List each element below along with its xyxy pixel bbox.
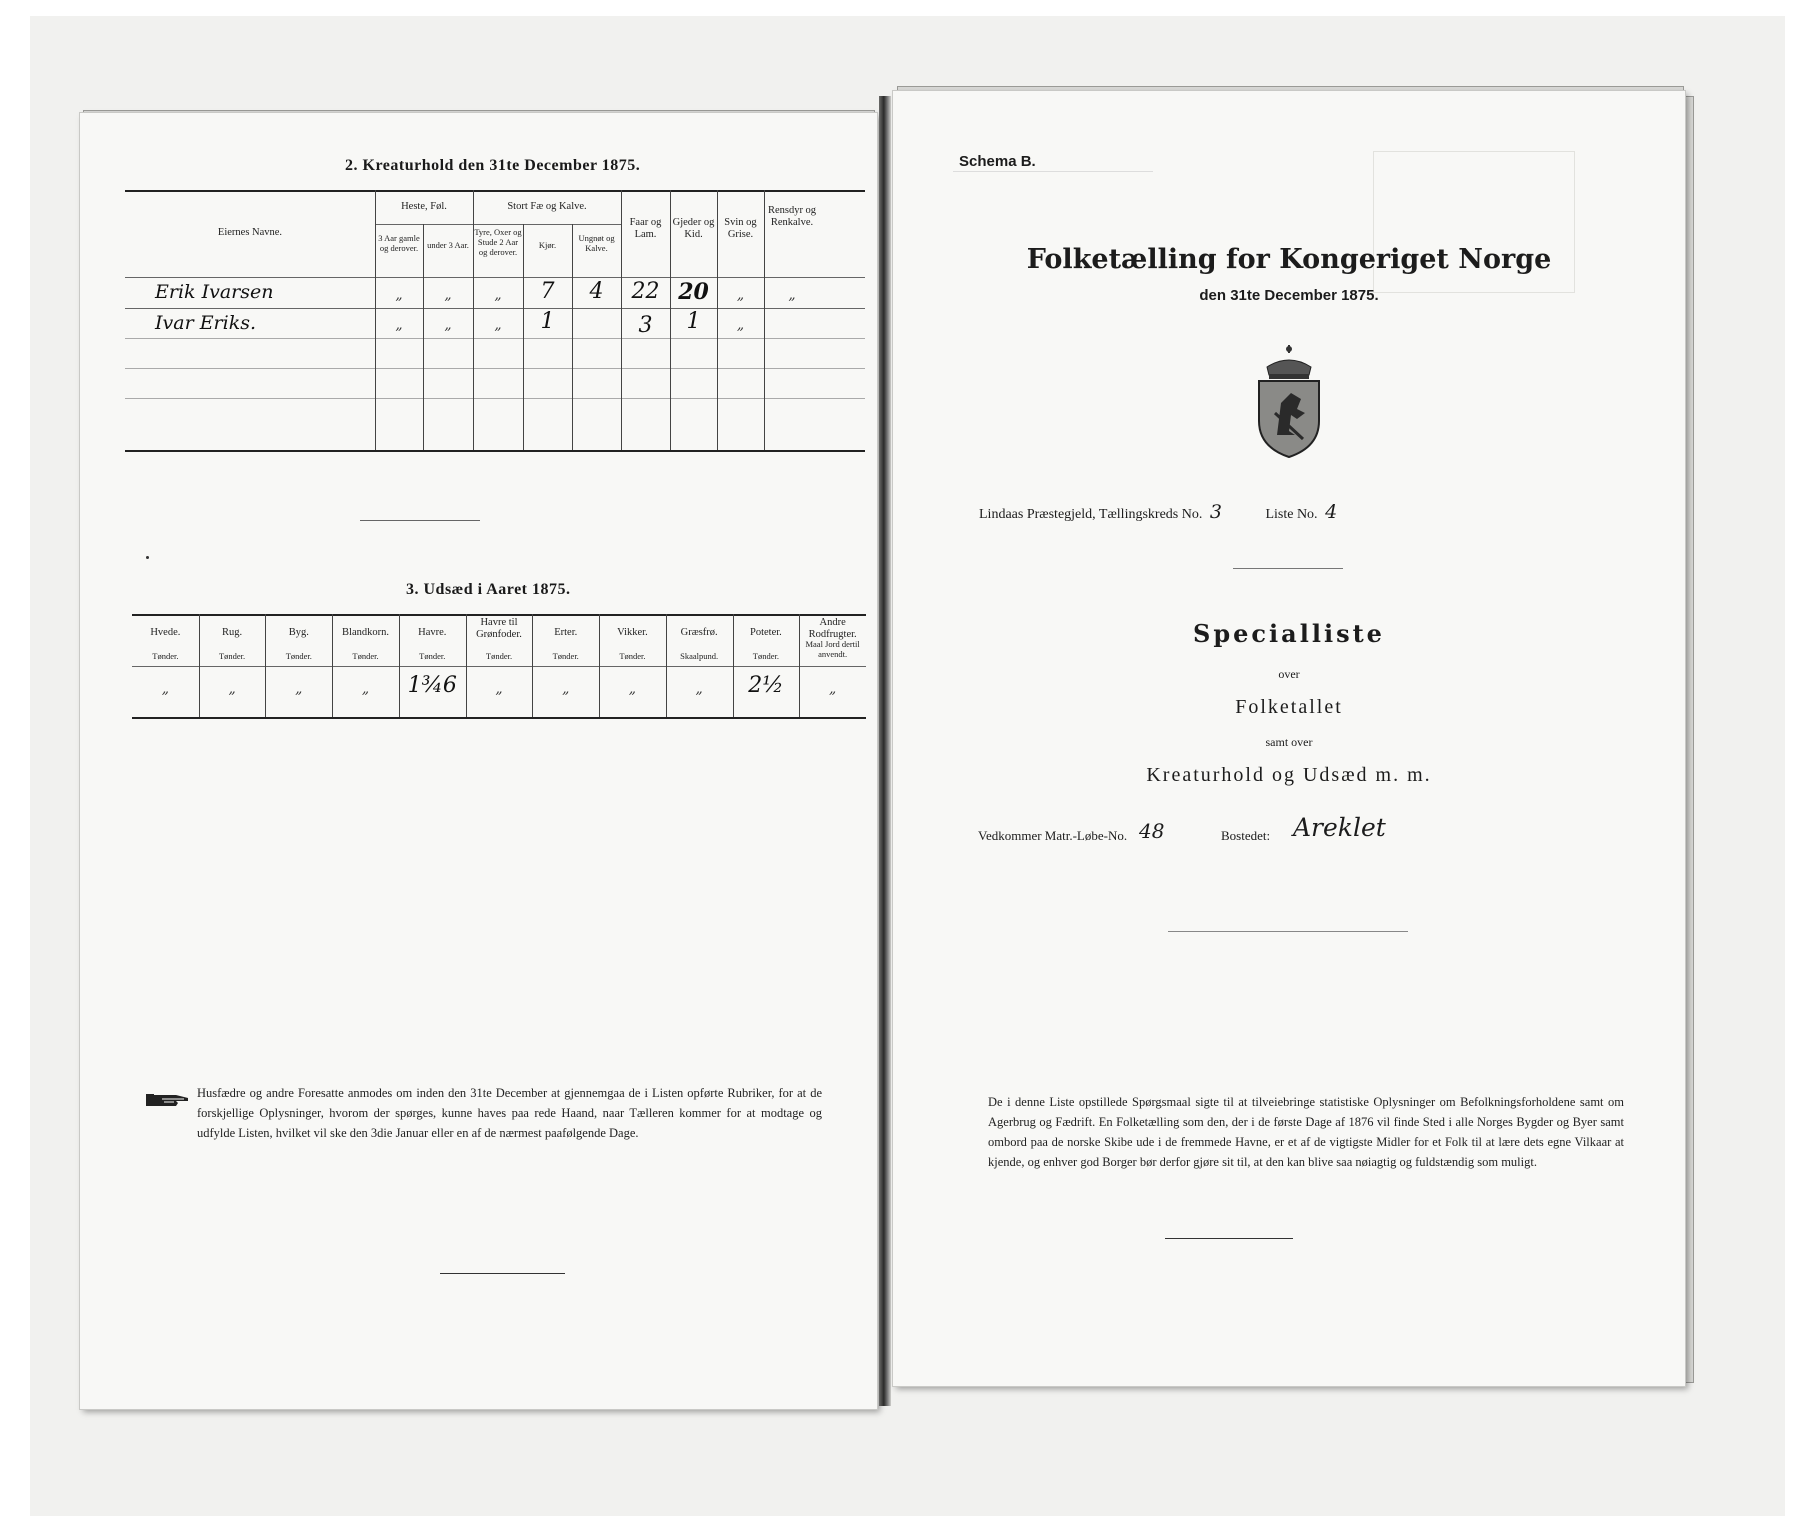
parish-name: Lindaas Præstegjeld, <box>979 507 1096 522</box>
seed-unit-label: Tønder. <box>619 651 646 661</box>
seed-column-header: Erter. <box>554 627 578 638</box>
table-rule <box>125 398 865 399</box>
seed-value: „ <box>562 681 570 697</box>
table-rule <box>125 338 865 339</box>
table-rule <box>375 224 621 225</box>
livestock-seed-subject: Kreaturhold og Udsæd m. m. <box>1146 764 1432 786</box>
owner-column-header: Eiernes Navne. <box>217 227 283 238</box>
table-cell: „ <box>494 287 502 303</box>
seed-value: „ <box>161 681 169 697</box>
seed-column-header: Poteter. <box>749 627 782 638</box>
table-cell: „ <box>788 287 796 303</box>
district-line <box>979 501 1337 523</box>
seed-column-header: Havre til Grønfoder. <box>476 617 522 640</box>
ink-speck <box>146 556 149 559</box>
table-rule <box>132 717 866 719</box>
table-cell: „ <box>494 317 502 333</box>
separator-rule <box>360 520 480 521</box>
table-cell: „ <box>736 317 745 333</box>
table-cell: 7 <box>540 279 555 304</box>
bulls-header: Tyre, Oxer og Stude 2 Aar og derover. <box>474 227 522 257</box>
seed-unit-label: Tønder. <box>218 651 246 661</box>
young-cattle-header: Ungnøt og Kalve. <box>578 233 615 253</box>
special-list-title: Specialliste <box>1193 619 1385 648</box>
notice-text: Husfædre og andre Foresatte anmodes om inden den 31te December at gjennemgaa de i Listen opførte Rubriker, for at de forskjellige Oplysninger, hvorom der spørges, kunne haves paa rede Haand, naar Tælleren kommer for at modtage og udfylde Listen, hvilket vil ske den 3die Januar eller en af de nærmest paafølgende Dage. <box>197 1086 822 1140</box>
footer-text: De i denne Liste opstillede Spørgsmaal sigte til at tilveiebringe statistiske Oplysninger om Befolkningsforholdene samt om Agerbrug og Fædrift. En Folketælling som den, der i de første Dage af 1876 vil finde Sted i alle Norges Bygder og Byer samt ombord paa de norske Skibe ude i de fremmede Havne, er et af de vigtigste Midler for et Folk til at lære dets egne Vilkaar at kjende, og enhver god Borger bør derfor gjøre sit til, at den kan blive saa nøiagtig og fuldstændig som muligt. <box>988 1095 1624 1169</box>
table-cell: „ <box>395 317 403 333</box>
seed-column-header: Vikker. <box>617 627 648 638</box>
matr-label: Vedkommer Matr.-Løbe-No. <box>978 828 1128 843</box>
reindeer-header: Rensdyr og Renkalve. <box>767 205 817 228</box>
column-line <box>572 224 573 450</box>
pointing-hand-icon <box>146 1091 190 1109</box>
owner-name: Ivar Eriks. <box>155 312 257 334</box>
table-cell: 20 <box>678 279 709 305</box>
norwegian-coat-of-arms-icon <box>1251 343 1327 459</box>
circuit-label: Tællingskreds No. <box>1098 507 1203 522</box>
seed-column-header: Rug. <box>222 627 243 638</box>
table-cell: 4 <box>589 279 604 304</box>
seed-value: „ <box>361 681 370 697</box>
left-page <box>80 113 877 1409</box>
seed-unit-label: Tønder. <box>419 651 446 661</box>
seed-title: 3. Udsæd i Aaret 1875. <box>406 581 571 598</box>
table-cell: „ <box>444 287 452 303</box>
matr-number: 48 <box>1139 819 1165 843</box>
table-cell: 22 <box>631 279 660 304</box>
table-cell: 1 <box>686 309 701 334</box>
right-page <box>893 91 1685 1386</box>
seed-unit-label: Maal Jord dertil anvendt. <box>805 639 860 659</box>
table-rule <box>125 308 865 309</box>
table-rule <box>125 190 865 192</box>
livestock-title: 2. Kreaturhold den 31te December 1875. <box>345 157 641 174</box>
seed-value: 2½ <box>748 673 784 698</box>
seed-unit-label: Skaalpund. <box>680 651 719 661</box>
table-rule <box>125 368 865 369</box>
seed-unit-label: Tønder. <box>285 651 312 661</box>
table-rule <box>132 666 866 667</box>
seed-unit-label: Tønder. <box>752 651 779 661</box>
column-line <box>423 224 424 450</box>
seed-value: „ <box>295 681 303 697</box>
column-line <box>764 190 765 450</box>
seed-value: „ <box>828 681 837 697</box>
table-rule <box>125 277 865 278</box>
seed-value: „ <box>628 681 637 697</box>
separator-rule <box>1233 568 1343 569</box>
table-rule <box>125 450 865 452</box>
seed-unit-label: Tønder. <box>552 651 579 661</box>
census-heading: Folketælling for Kongeriget Norge <box>1026 244 1552 275</box>
bosted-value: Areklet <box>1293 813 1386 842</box>
census-subject: Folketallet <box>1235 696 1343 718</box>
seed-column-header: Byg. <box>288 627 309 638</box>
pigs-header: Svin og Grise. <box>724 217 757 240</box>
seed-value: „ <box>228 681 236 697</box>
seed-value: 1¾6 <box>407 673 457 698</box>
table-cell: „ <box>444 317 452 333</box>
census-date: den 31te December 1875. <box>1199 287 1379 304</box>
circuit-number: 3 <box>1209 501 1222 523</box>
seed-column-header: Græsfrø. <box>680 627 718 638</box>
table-rule <box>132 614 866 616</box>
closing-rule <box>440 1273 565 1274</box>
column-line <box>523 224 524 450</box>
seed-column-header: Havre. <box>418 627 447 638</box>
table-cell: 1 <box>540 309 555 334</box>
goats-header: Gjeder og Kid. <box>672 217 715 240</box>
seed-unit-label: Tønder. <box>485 651 513 661</box>
separator-rule <box>1168 931 1408 932</box>
schema-label: Schema B. <box>959 153 1036 170</box>
seed-unit-label: Tønder. <box>352 651 379 661</box>
seed-unit-label: Tønder. <box>152 651 179 661</box>
seed-value: „ <box>695 681 703 697</box>
seed-value: „ <box>495 681 503 697</box>
bosted-label: Bostedet: <box>1221 828 1271 843</box>
horses-group-header: Heste, Føl. <box>401 201 447 212</box>
sheep-header: Faar og Lam. <box>629 217 662 240</box>
list-label: Liste No. <box>1265 507 1318 522</box>
over-label: over <box>1278 667 1300 681</box>
seed-column-header: Blandkorn. <box>342 627 389 638</box>
closing-rule <box>1165 1238 1293 1239</box>
table-cell: „ <box>736 287 745 303</box>
seed-column-header: Andre Rodfrugter. <box>808 617 857 640</box>
horses-young-header: under 3 Aar. <box>427 240 469 250</box>
book-binding <box>879 96 891 1406</box>
cattle-group-header: Stort Fæ og Kalve. <box>507 201 587 212</box>
samt-over-label: samt over <box>1265 735 1313 749</box>
list-number: 4 <box>1325 501 1338 523</box>
horses-old-header: 3 Aar gamle og derover. <box>378 233 420 253</box>
table-cell: „ <box>395 287 403 303</box>
cows-header: Kjør. <box>538 240 557 250</box>
table-cell: 3 <box>638 313 653 338</box>
owner-name: Erik Ivarsen <box>155 281 274 303</box>
seed-column-header: Hvede. <box>150 627 181 638</box>
